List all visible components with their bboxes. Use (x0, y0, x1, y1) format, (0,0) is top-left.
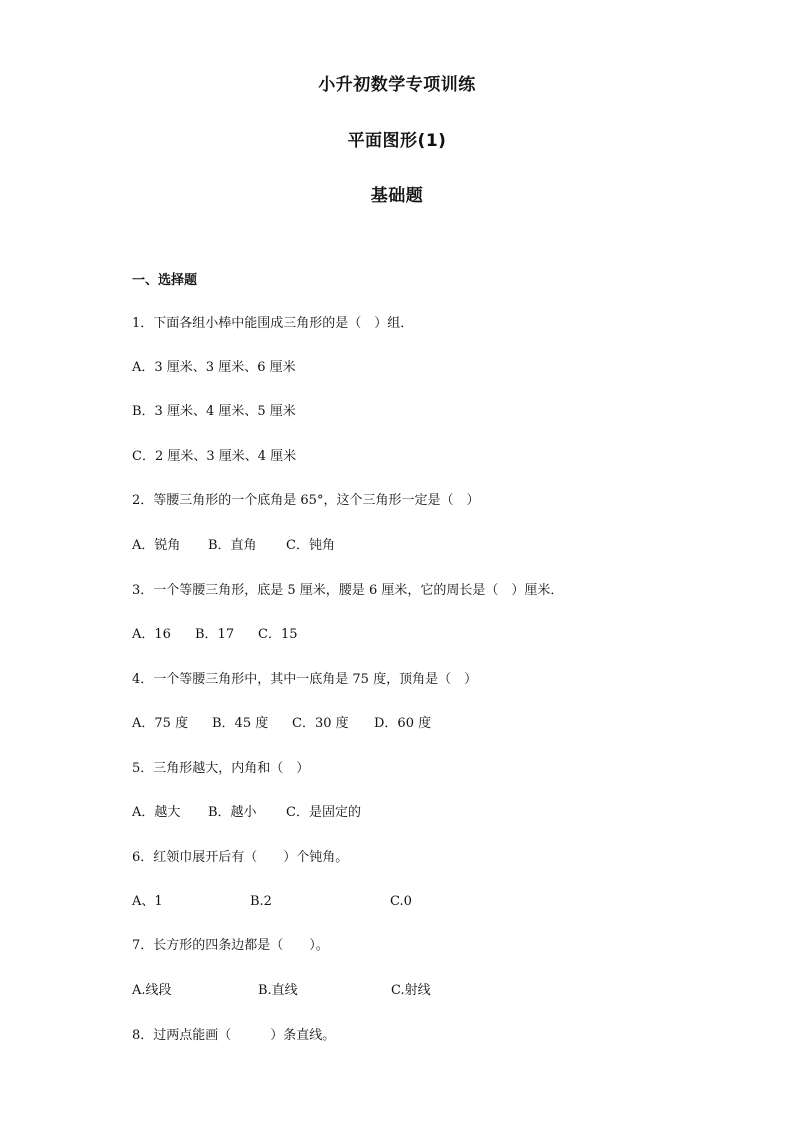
question-3-stem: 3．一个等腰三角形，底是 5 厘米，腰是 6 厘米，它的周长是（ ）厘米． (132, 583, 564, 598)
question-5-option-c: C．是固定的 (286, 805, 361, 820)
question-3-options (132, 626, 298, 644)
question-5-options (132, 804, 361, 822)
question-7-options (132, 982, 431, 1000)
question-5-stem: 5．三角形越大，内角和（ ） (132, 761, 310, 776)
question-3-option-b: B．17 (195, 627, 235, 642)
question-7-stem: 7．长方形的四条边都是（ ）。 (132, 938, 329, 953)
question-6-option-a: A、1 (132, 894, 163, 909)
section-heading: 一、选择题 (132, 273, 198, 288)
question-3-option-a: A．16 (132, 627, 171, 642)
question-2-stem: 2．等腰三角形的一个底角是 65°，这个三角形一定是（ ） (132, 493, 480, 508)
question-3-option-c: C．15 (258, 627, 298, 642)
topic-title: 平面图形(1) (347, 131, 447, 151)
question-2-options (132, 537, 335, 555)
question-4-stem: 4．一个等腰三角形中，其中一底角是 75 度，顶角是（ ） (132, 672, 478, 687)
question-8-stem: 8．过两点能画（ ）条直线。 (132, 1028, 336, 1043)
question-5-option-b: B．越小 (208, 805, 257, 820)
question-6-stem: 6．红领巾展开后有（ ）个钝角。 (132, 850, 349, 865)
question-2-option-a: A．锐角 (132, 538, 181, 553)
question-1-option-b: B．3 厘米、4 厘米、5 厘米 (132, 404, 296, 419)
question-4-options (132, 715, 431, 733)
question-7-option-a: A.线段 (132, 983, 172, 998)
question-6-option-c: C.0 (390, 894, 412, 909)
question-4-option-b: B．45 度 (212, 716, 269, 731)
question-4-option-d: D．60 度 (374, 716, 432, 731)
question-1-stem: 1．下面各组小棒中能围成三角形的是（ ）组． (132, 316, 414, 331)
question-1-option-c: C．2 厘米、3 厘米、4 厘米 (132, 449, 297, 464)
question-6-option-b: B.2 (250, 894, 272, 909)
question-1-option-a: A．3 厘米、3 厘米、6 厘米 (132, 360, 296, 375)
question-7-option-b: B.直线 (258, 983, 298, 998)
question-4-option-c: C．30 度 (292, 716, 349, 731)
question-4-option-a: A．75 度 (132, 716, 189, 731)
question-2-option-c: C．钝角 (286, 538, 335, 553)
question-7-option-c: C.射线 (391, 983, 431, 998)
main-title: 小升初数学专项训练 (318, 75, 476, 95)
level-title: 基础题 (370, 186, 424, 206)
question-6-options (132, 893, 412, 911)
question-5-option-a: A．越大 (132, 805, 181, 820)
question-2-option-b: B．直角 (208, 538, 257, 553)
